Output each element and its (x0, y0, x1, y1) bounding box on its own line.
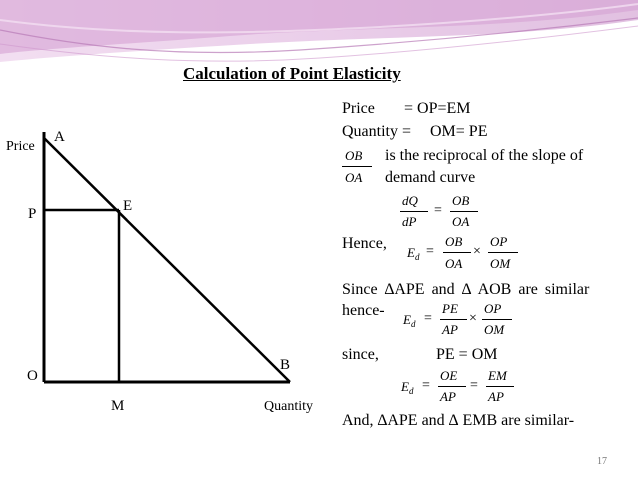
frac-oa-den: OA (452, 214, 470, 229)
frac-ob-num: OB (445, 234, 463, 249)
fraction-bar (440, 319, 467, 320)
elasticity-subscript: d (411, 319, 416, 329)
point-e-label: E (123, 198, 133, 214)
fraction-bar (438, 386, 466, 387)
elasticity-symbol: E (401, 379, 409, 394)
point-p-label: P (28, 206, 37, 222)
frac-oa-den: OA (445, 256, 463, 271)
frac-om-den: OM (484, 322, 505, 337)
frac-om-den: OM (490, 256, 511, 271)
frac-oa-den: OA (345, 170, 363, 185)
fraction-bar (342, 166, 372, 167)
hence-label: Hence, (342, 235, 387, 252)
equals-sign: = (434, 203, 442, 218)
fraction-bar (400, 211, 428, 212)
frac-op-num: OP (484, 301, 502, 316)
fraction-bar (486, 386, 514, 387)
frac-op-num: OP (490, 234, 508, 249)
point-m-label: M (111, 398, 125, 414)
frac-ap-den: AP (442, 322, 458, 337)
frac-pe-num: PE (442, 301, 458, 316)
fraction-bar (488, 252, 518, 253)
y-axis-label: Price (6, 139, 35, 154)
elasticity-symbol: E (403, 312, 411, 327)
reciprocal-text-2: demand curve (385, 169, 476, 186)
frac-ob-num: OB (452, 193, 470, 208)
demand-curve-diagram (0, 112, 330, 424)
fraction-bar (443, 252, 471, 253)
slide-number: 17 (597, 456, 607, 467)
since-label: since, (342, 346, 379, 363)
point-b-label: B (280, 357, 291, 373)
price-label: Price (342, 100, 375, 117)
frac-oe-num: OE (440, 368, 458, 383)
frac-dp-den: dP (402, 214, 417, 229)
frac-ob-num: OB (345, 148, 363, 163)
frac-em-num: EM (488, 368, 507, 383)
equals-sign: = (424, 311, 432, 326)
x-axis-label: Quantity (264, 399, 313, 414)
elasticity-subscript: d (415, 252, 420, 262)
and-similar-text: And, ∆APE and ∆ EMB are similar- (342, 412, 575, 429)
point-a-label: A (54, 129, 65, 145)
since-similar-text: Since ∆APE and ∆ AOB are similar (342, 281, 590, 298)
since-equation: PE = OM (436, 346, 498, 363)
elasticity-symbol: E (407, 245, 415, 260)
price-equation: = OP=EM (404, 100, 471, 117)
frac-ap-den: AP (440, 389, 456, 404)
point-o-label: O (27, 368, 38, 384)
reciprocal-text-1: is the reciprocal of the slope of (385, 147, 584, 164)
frac-dq-num: dQ (402, 193, 418, 208)
fraction-bar (482, 319, 512, 320)
slide-title: Calculation of Point Elasticity (183, 64, 401, 83)
equals-sign: = (422, 378, 430, 393)
hence-dash-label: hence- (342, 302, 385, 319)
fraction-bar (450, 211, 478, 212)
frac-ap-den: AP (488, 389, 504, 404)
quantity-equation: OM= PE (430, 123, 488, 140)
times-sign: × (469, 311, 477, 326)
times-sign: × (473, 244, 481, 259)
quantity-label: Quantity = (342, 123, 412, 140)
demand-curve (44, 138, 290, 382)
equals-sign: = (470, 378, 478, 393)
equals-sign: = (426, 244, 434, 259)
elasticity-subscript: d (409, 386, 414, 396)
